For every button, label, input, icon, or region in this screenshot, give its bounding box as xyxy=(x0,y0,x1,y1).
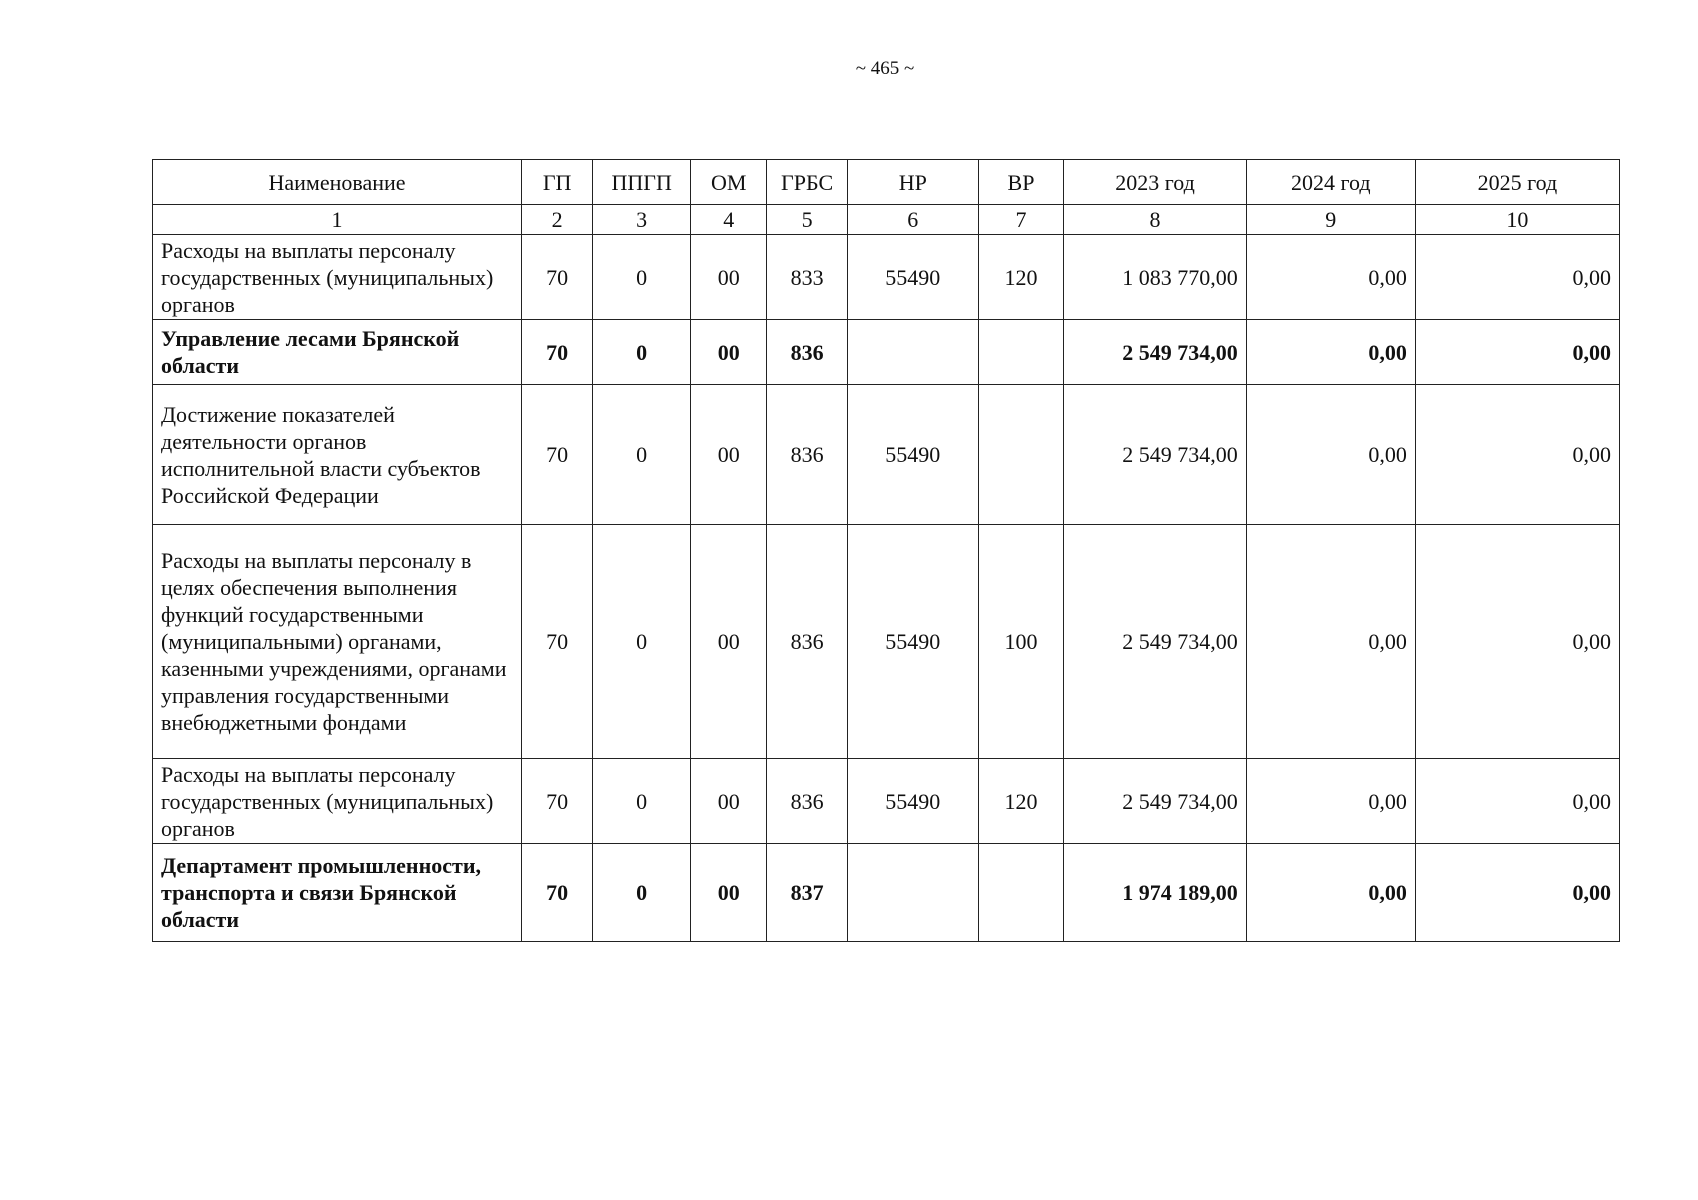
col-index: 3 xyxy=(593,205,691,235)
col-index: 2 xyxy=(522,205,593,235)
grbs-cell: 836 xyxy=(767,320,847,385)
col-header-2023: 2023 год xyxy=(1064,160,1246,205)
amount-2025-cell: 0,00 xyxy=(1415,385,1619,525)
ppgp-cell: 0 xyxy=(593,320,691,385)
grbs-cell: 833 xyxy=(767,235,847,320)
ppgp-cell: 0 xyxy=(593,525,691,759)
vr-cell xyxy=(978,844,1064,942)
om-cell: 00 xyxy=(691,320,767,385)
amount-2024-cell: 0,00 xyxy=(1246,844,1415,942)
row-name-cell: Управление лесами Брянской области xyxy=(153,320,522,385)
col-header-vr: ВР xyxy=(978,160,1064,205)
budget-table xyxy=(152,159,1620,942)
table-row xyxy=(153,525,1620,759)
om-cell: 00 xyxy=(691,525,767,759)
col-header-name: Наименование xyxy=(153,160,522,205)
table-row-section xyxy=(153,844,1620,942)
ppgp-cell: 0 xyxy=(593,844,691,942)
gp-cell: 70 xyxy=(522,759,593,844)
nr-cell: 55490 xyxy=(847,525,978,759)
vr-cell xyxy=(978,385,1064,525)
gp-cell: 70 xyxy=(522,385,593,525)
amount-2023-cell: 2 549 734,00 xyxy=(1064,320,1246,385)
amount-2024-cell: 0,00 xyxy=(1246,759,1415,844)
amount-2025-cell: 0,00 xyxy=(1415,320,1619,385)
amount-2023-cell: 1 974 189,00 xyxy=(1064,844,1246,942)
grbs-cell: 836 xyxy=(767,525,847,759)
column-index-row xyxy=(153,205,1620,235)
amount-2024-cell: 0,00 xyxy=(1246,525,1415,759)
col-header-2024: 2024 год xyxy=(1246,160,1415,205)
vr-cell xyxy=(978,320,1064,385)
row-name-cell: Расходы на выплаты персоналу государственных (муниципальных) органов xyxy=(153,759,522,844)
nr-cell: 55490 xyxy=(847,385,978,525)
vr-cell: 120 xyxy=(978,235,1064,320)
amount-2023-cell: 2 549 734,00 xyxy=(1064,385,1246,525)
row-name-cell: Расходы на выплаты персоналу государственных (муниципальных) органов xyxy=(153,235,522,320)
gp-cell: 70 xyxy=(522,320,593,385)
table-row-section xyxy=(153,320,1620,385)
amount-2025-cell: 0,00 xyxy=(1415,844,1619,942)
col-header-nr: НР xyxy=(847,160,978,205)
amount-2023-cell: 2 549 734,00 xyxy=(1064,525,1246,759)
nr-cell xyxy=(847,320,978,385)
amount-2023-cell: 2 549 734,00 xyxy=(1064,759,1246,844)
amount-2024-cell: 0,00 xyxy=(1246,235,1415,320)
om-cell: 00 xyxy=(691,235,767,320)
gp-cell: 70 xyxy=(522,525,593,759)
grbs-cell: 837 xyxy=(767,844,847,942)
ppgp-cell: 0 xyxy=(593,759,691,844)
amount-2024-cell: 0,00 xyxy=(1246,320,1415,385)
table-row xyxy=(153,759,1620,844)
amount-2024-cell: 0,00 xyxy=(1246,385,1415,525)
gp-cell: 70 xyxy=(522,235,593,320)
row-name-cell: Расходы на выплаты персоналу в целях обеспечения выполнения функций государственными (муниципальными) органами, казенными учреждениями, органами управления государственными внебюджетными фондами xyxy=(153,525,522,759)
vr-cell: 100 xyxy=(978,525,1064,759)
nr-cell: 55490 xyxy=(847,759,978,844)
ppgp-cell: 0 xyxy=(593,385,691,525)
gp-cell: 70 xyxy=(522,844,593,942)
table-row xyxy=(153,235,1620,320)
col-index: 10 xyxy=(1415,205,1619,235)
row-name-cell: Департамент промышленности, транспорта и связи Брянской области xyxy=(153,844,522,942)
col-index: 9 xyxy=(1246,205,1415,235)
col-header-2025: 2025 год xyxy=(1415,160,1619,205)
col-index: 7 xyxy=(978,205,1064,235)
header-row xyxy=(153,160,1620,205)
amount-2025-cell: 0,00 xyxy=(1415,759,1619,844)
amount-2025-cell: 0,00 xyxy=(1415,525,1619,759)
col-index: 5 xyxy=(767,205,847,235)
row-name-cell: Достижение показателей деятельности органов исполнительной власти субъектов Российской Федерации xyxy=(153,385,522,525)
nr-cell: 55490 xyxy=(847,235,978,320)
vr-cell: 120 xyxy=(978,759,1064,844)
table-row xyxy=(153,385,1620,525)
col-header-grbs: ГРБС xyxy=(767,160,847,205)
om-cell: 00 xyxy=(691,385,767,525)
page-number: ~ 465 ~ xyxy=(855,58,915,79)
amount-2025-cell: 0,00 xyxy=(1415,235,1619,320)
nr-cell xyxy=(847,844,978,942)
col-index: 1 xyxy=(153,205,522,235)
col-index: 8 xyxy=(1064,205,1246,235)
om-cell: 00 xyxy=(691,844,767,942)
grbs-cell: 836 xyxy=(767,385,847,525)
col-header-gp: ГП xyxy=(522,160,593,205)
col-header-ppgp: ППГП xyxy=(593,160,691,205)
amount-2023-cell: 1 083 770,00 xyxy=(1064,235,1246,320)
col-index: 4 xyxy=(691,205,767,235)
om-cell: 00 xyxy=(691,759,767,844)
ppgp-cell: 0 xyxy=(593,235,691,320)
grbs-cell: 836 xyxy=(767,759,847,844)
col-index: 6 xyxy=(847,205,978,235)
col-header-om: ОМ xyxy=(691,160,767,205)
